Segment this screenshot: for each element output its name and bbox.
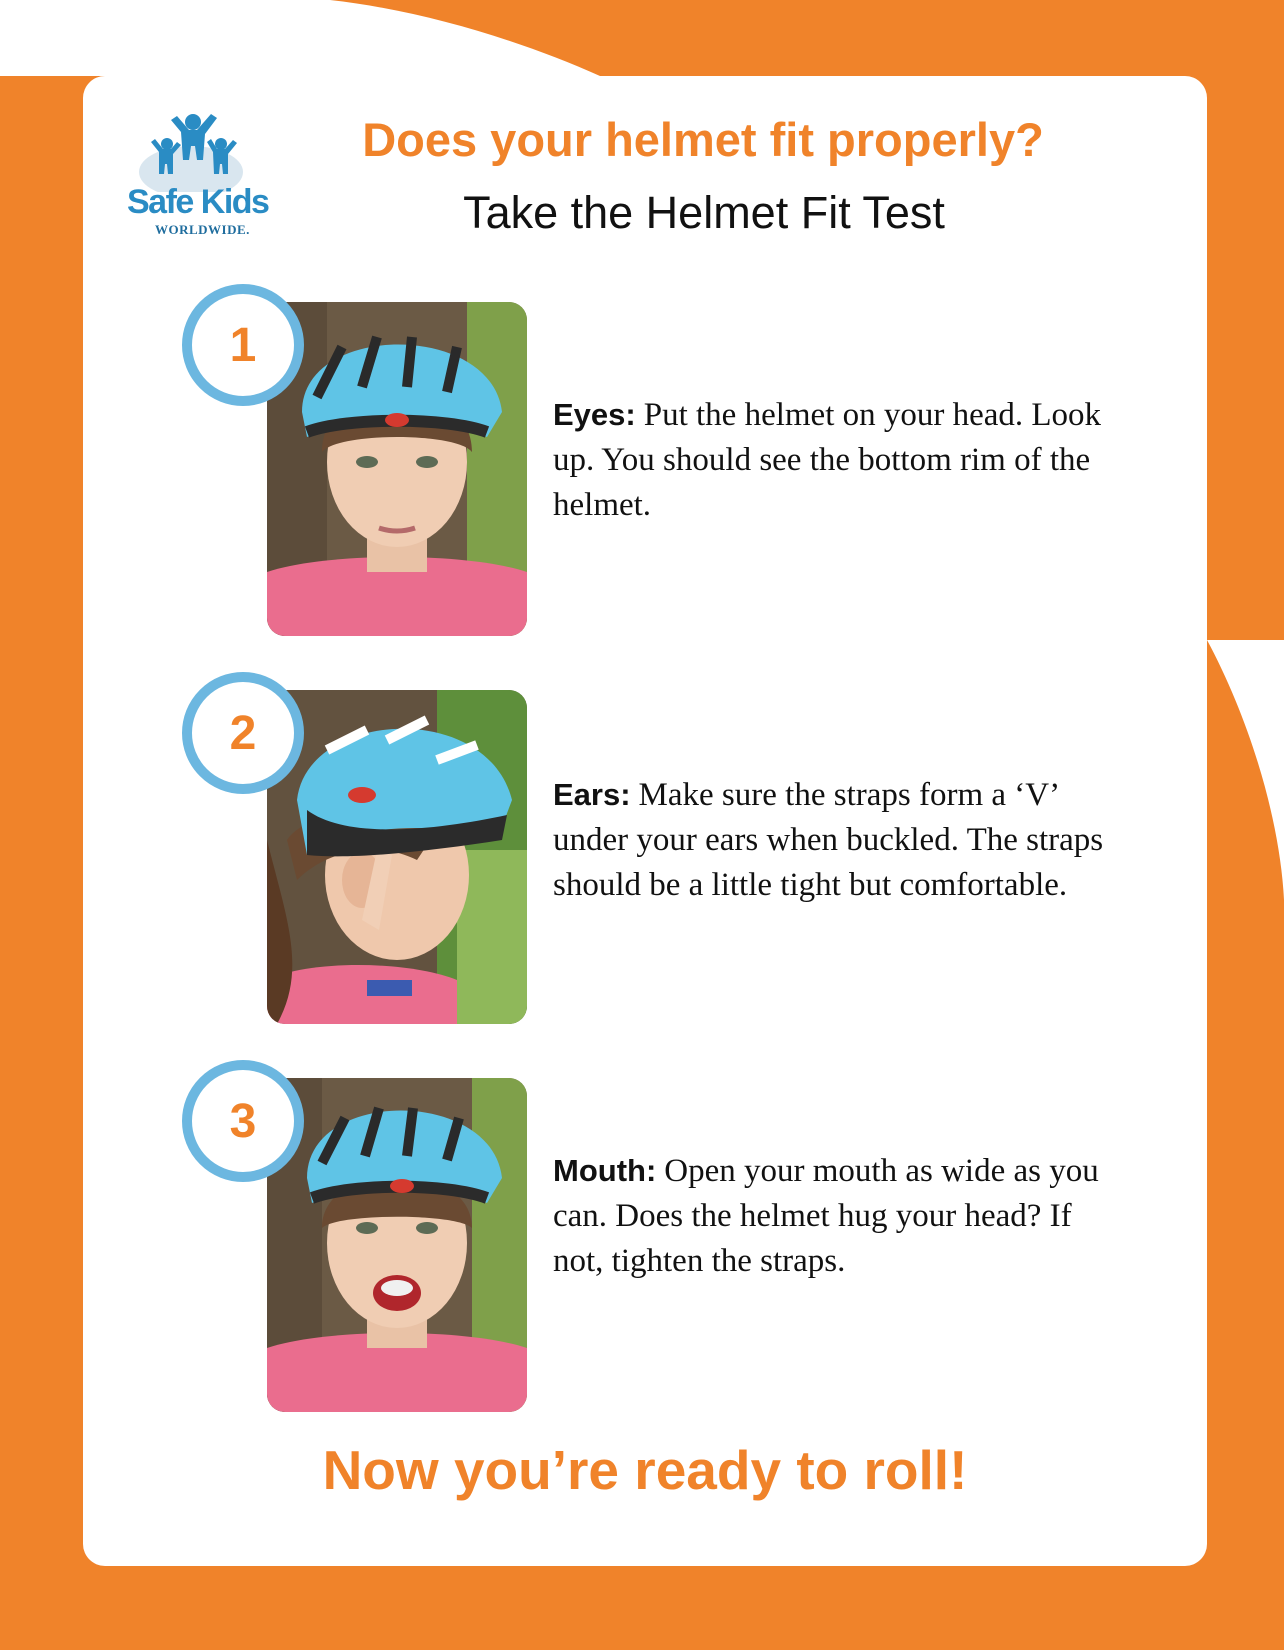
step-3-label: Mouth: bbox=[553, 1153, 657, 1188]
step-2-label: Ears: bbox=[553, 777, 631, 812]
step-2-number-badge: 2 bbox=[182, 672, 304, 794]
step-3-number-badge: 3 bbox=[182, 1060, 304, 1182]
step-3-photo bbox=[267, 1078, 527, 1412]
step-2-photo bbox=[267, 690, 527, 1024]
step-1-number-badge: 1 bbox=[182, 284, 304, 406]
logo-wordmark: Safe Kids bbox=[127, 183, 269, 221]
step-1 bbox=[83, 302, 1207, 642]
step-1-photo bbox=[267, 302, 527, 636]
page-title: Does your helmet fit properly? bbox=[362, 113, 1044, 166]
step-2-description: Make sure the straps form a ‘V’ under your ears when buckled. The straps should be a little tight but comfortable. bbox=[553, 777, 1104, 903]
step-2 bbox=[83, 690, 1207, 1030]
page-subtitle: Take the Helmet Fit Test bbox=[463, 187, 945, 238]
step-1-text bbox=[553, 392, 1113, 528]
content-card bbox=[83, 76, 1207, 1566]
step-3-text bbox=[553, 1148, 1113, 1284]
closing-message: Now you’re ready to roll! bbox=[322, 1439, 968, 1501]
step-1-label: Eyes: bbox=[553, 397, 636, 432]
step-1-description: Put the helmet on your head. Look up. You should see the bottom rim of the helmet. bbox=[553, 397, 1102, 523]
logo-subtitle: WORLDWIDE. bbox=[155, 222, 250, 237]
step-3-description: Open your mouth as wide as you can. Does the helmet hug your head? If not, tighten the straps. bbox=[553, 1153, 1099, 1279]
step-2-text bbox=[553, 772, 1113, 908]
step-3 bbox=[83, 1078, 1207, 1418]
